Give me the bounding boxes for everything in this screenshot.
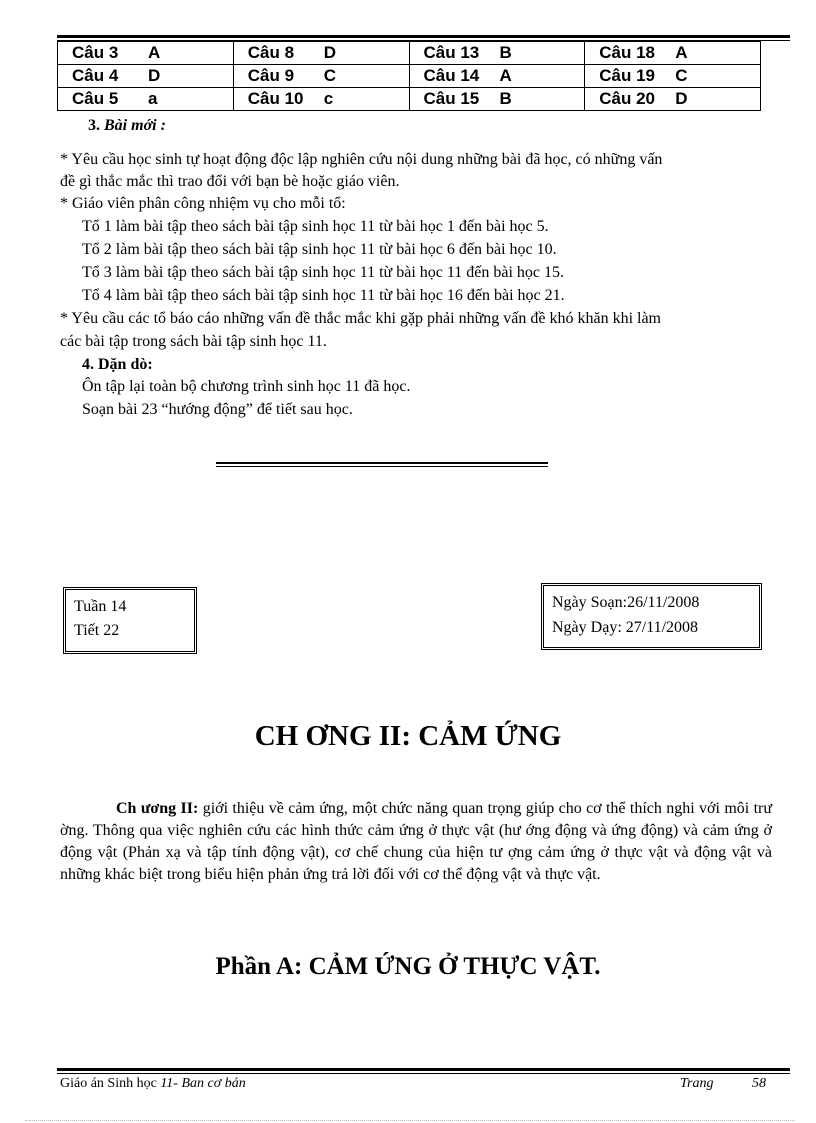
chapter-intro-lead: Ch ương II:: [116, 800, 199, 817]
answer-row: [58, 65, 761, 88]
period-label: Tiết 22: [74, 622, 120, 639]
question-number: Câu 19: [599, 66, 655, 85]
answer-cell: [233, 42, 409, 65]
section-3-line: * Giáo viên phân công nhiệm vụ cho mỗi tổ:: [60, 195, 346, 212]
answer-cell: [58, 65, 234, 88]
answer-letter: A: [675, 43, 688, 62]
answer-letter: c: [323, 89, 334, 108]
group-task-line: Tổ 2 làm bài tập theo sách bài tập sinh học 11 từ bài học 6 đến bài học 10.: [82, 241, 557, 258]
section-3-line: * Yêu cầu các tổ báo cáo những vấn đề thắc mắc khi gặp phải những vấn đề khó khăn khi làm: [60, 310, 661, 327]
week-label: Tuần 14: [74, 598, 127, 615]
answer-letter: D: [148, 66, 161, 85]
answer-cell: [409, 65, 585, 88]
top-rule: [57, 35, 790, 38]
answer-letter: D: [323, 43, 337, 62]
answer-cell: [585, 65, 761, 88]
answer-row: [58, 42, 761, 65]
footer-rule: [57, 1068, 790, 1071]
answer-letter: D: [675, 89, 688, 108]
footer-page-label: Trang: [680, 1076, 714, 1091]
answer-cell: [58, 88, 234, 111]
answer-letter: B: [499, 89, 512, 108]
section-divider-thin: [216, 466, 548, 467]
chapter-title: CH ƠNG II: CẢM ỨNG: [254, 720, 562, 752]
group-task-line: Tổ 1 làm bài tập theo sách bài tập sinh học 11 từ bài học 1 đến bài học 5.: [82, 218, 549, 235]
answer-letter: a: [148, 89, 158, 108]
footer-page-number: 58: [752, 1076, 766, 1091]
answer-letter: A: [148, 43, 161, 62]
prepared-date: Ngày Soạn:26/11/2008: [552, 594, 700, 611]
question-number: Câu 9: [247, 66, 295, 85]
answer-cell: [585, 42, 761, 65]
question-number: Câu 14: [423, 66, 480, 85]
part-a-title: Phần A: CẢM ỨNG Ở THỰC VẬT.: [215, 953, 601, 980]
answer-letter: A: [499, 66, 512, 85]
page-edge: [25, 1120, 795, 1121]
section-4-line: Ôn tập lại toàn bộ chương trình sinh học 11 đã học.: [82, 378, 411, 395]
question-number: Câu 8: [247, 43, 295, 62]
answer-cell: [233, 65, 409, 88]
answer-key-table: [57, 41, 761, 111]
question-number: Câu 5: [72, 89, 119, 108]
taught-date: Ngày Dạy: 27/11/2008: [552, 619, 699, 636]
section-3-line: * Yêu cầu học sinh tự hoạt động độc lập nghiên cứu nội dung những bài đã học, có những vấn: [60, 151, 663, 168]
section-divider: [216, 462, 548, 464]
question-number: Câu 20: [599, 89, 655, 108]
section-3-line: đề gì thắc mắc thì trao đổi với bạn bè hoặc giáo viên.: [60, 173, 400, 190]
group-task-line: Tổ 3 làm bài tập theo sách bài tập sinh học 11 từ bài học 11 đến bài học 15.: [82, 264, 565, 281]
group-task-line: Tổ 4 làm bài tập theo sách bài tập sinh học 11 từ bài học 16 đến bài học 21.: [82, 287, 565, 304]
chapter-intro: [60, 798, 772, 886]
question-number: Câu 10: [247, 89, 304, 108]
answer-cell: [409, 88, 585, 111]
answer-cell: [409, 42, 585, 65]
section-3-line: các bài tập trong sách bài tập sinh học 11.: [60, 333, 327, 350]
section-3-heading: 3. Bài mới :: [88, 117, 166, 134]
section-4-line: Soạn bài 23 “hướng động” để tiết sau học.: [82, 401, 353, 418]
answer-letter: C: [323, 66, 337, 85]
question-number: Câu 4: [72, 66, 119, 85]
answer-letter: B: [499, 43, 512, 62]
chapter-intro-body: giới thiệu về cảm ứng, một chức năng quan trọng giúp cho cơ thể thích nghi với môi trư ờng. Thông qua việc nghiên cứu các hình thức cảm ứng ở thực vật (hư ớng động và ứng động) và cảm ứng ở động vật (Phản xạ và tập tính động vật), cơ chế chung của hiện tư ợng cảm ứng ở thực vật và động vật và những khác biệt trong biểu hiện phản ứng trả lời đối với cơ thể động vật và thực vật.: [60, 800, 773, 883]
footer-course: Giáo án Sinh học 11- Ban cơ bản: [60, 1076, 246, 1091]
section-4-heading: 4. Dặn dò:: [82, 356, 153, 373]
answer-row: [58, 88, 761, 111]
question-number: Câu 3: [72, 43, 119, 62]
question-number: Câu 18: [599, 43, 655, 62]
answer-cell: [233, 88, 409, 111]
answer-cell: [58, 42, 234, 65]
question-number: Câu 13: [423, 43, 480, 62]
question-number: Câu 15: [423, 89, 480, 108]
answer-letter: C: [675, 66, 688, 85]
footer-rule-thin: [57, 1073, 790, 1074]
answer-cell: [585, 88, 761, 111]
